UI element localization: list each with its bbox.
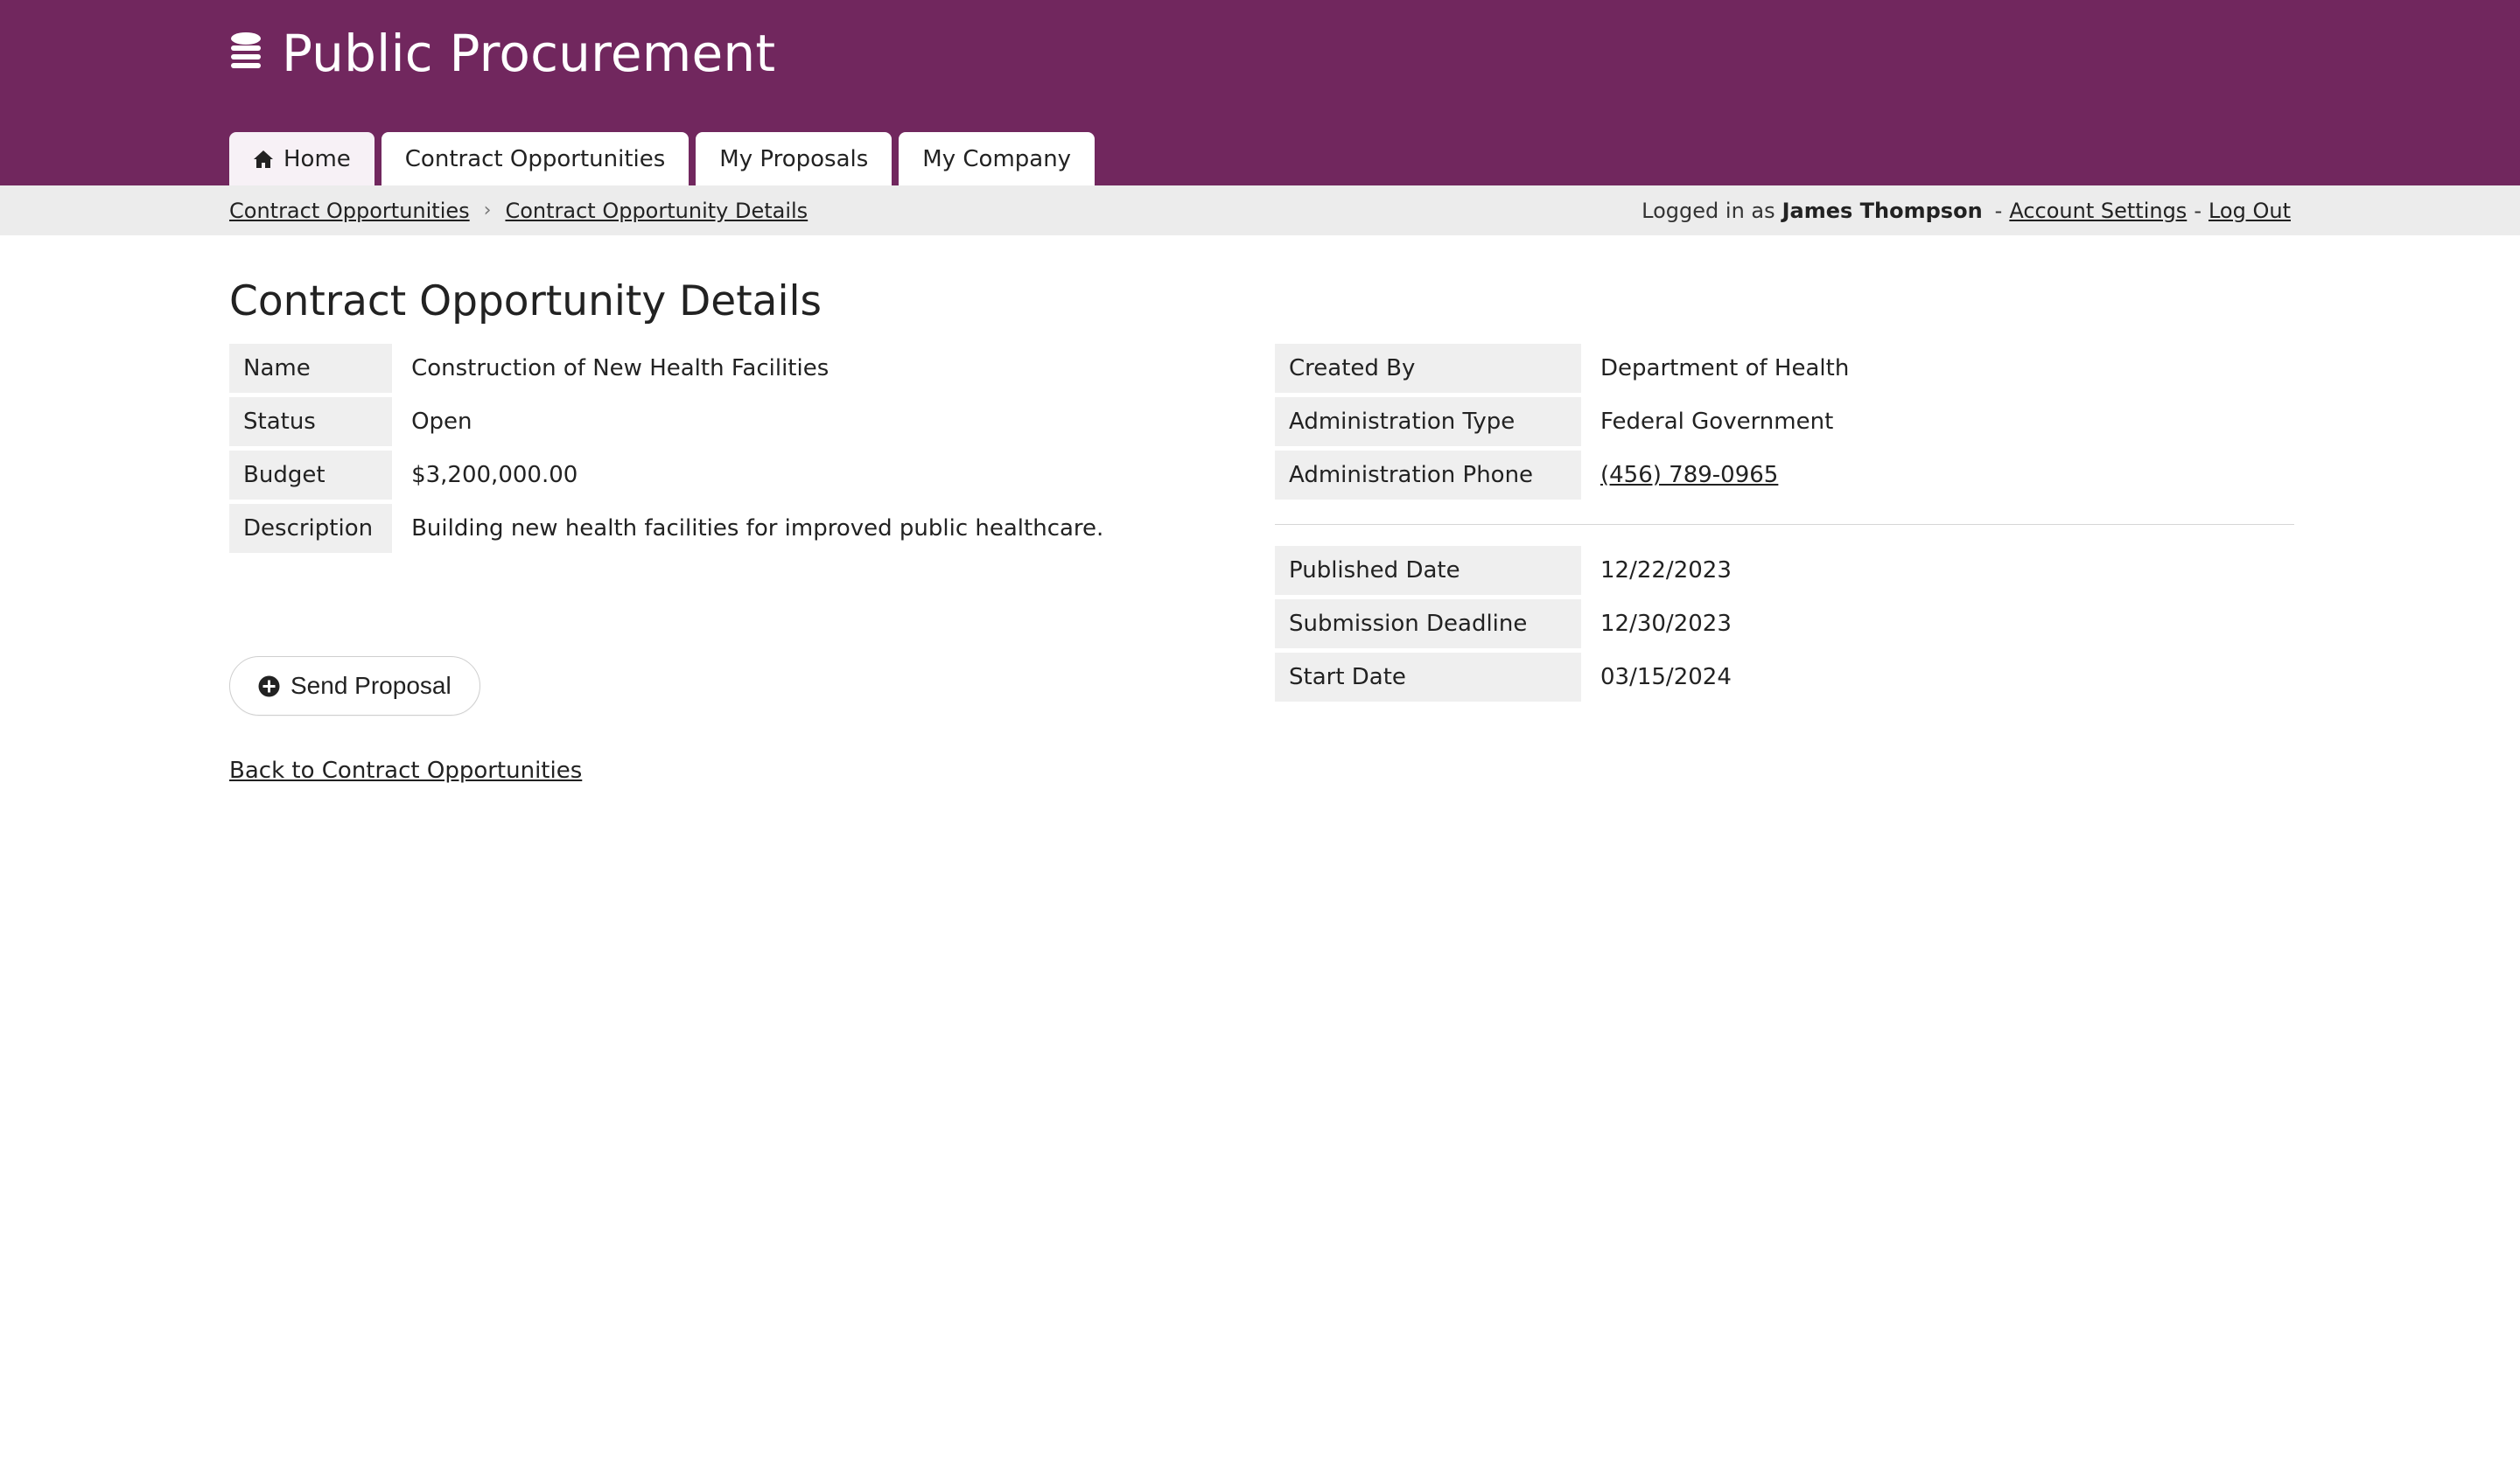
send-proposal-button[interactable] xyxy=(229,656,480,716)
page-title: Contract Opportunity Details xyxy=(229,277,822,325)
administration-phone-link[interactable]: (456) 789-0965 xyxy=(1600,462,1779,489)
account-separator-2: - xyxy=(2194,198,2202,223)
log-out-link[interactable]: Log Out xyxy=(2208,198,2291,223)
table-row xyxy=(1275,344,2294,395)
table-row xyxy=(1275,395,2294,449)
breadcrumb xyxy=(229,199,808,223)
field-label-budget: Budget xyxy=(229,449,392,502)
details-right-column xyxy=(1275,344,2294,784)
tab-contract-opportunities-label: Contract Opportunities xyxy=(404,146,666,172)
tab-my-company[interactable] xyxy=(899,132,1095,185)
field-label-administration-type: Administration Type xyxy=(1275,395,1581,449)
account-separator: - xyxy=(1994,198,2003,223)
field-label-created-by: Created By xyxy=(1275,344,1581,395)
breadcrumb-item-contract-opportunities[interactable]: Contract Opportunities xyxy=(229,198,470,223)
table-row xyxy=(1275,598,2294,651)
table-row xyxy=(229,449,1275,502)
table-row xyxy=(1275,546,2294,598)
table-row xyxy=(229,395,1275,449)
tab-home-label: Home xyxy=(284,146,351,172)
table-row xyxy=(229,344,1275,395)
main-nav xyxy=(229,132,1095,185)
database-icon xyxy=(229,31,262,78)
logged-in-prefix: Logged in as xyxy=(1642,198,1775,223)
table-row xyxy=(229,502,1275,554)
app-header xyxy=(0,0,2520,185)
back-to-contract-opportunities-link[interactable]: Back to Contract Opportunities xyxy=(229,758,583,785)
field-label-administration-phone: Administration Phone xyxy=(1275,449,1581,500)
field-value-administration-phone xyxy=(1581,449,2294,500)
field-label-published-date: Published Date xyxy=(1275,546,1581,598)
field-value-administration-type: Federal Government xyxy=(1581,395,2294,449)
app-title: Public Procurement xyxy=(282,24,776,83)
home-icon xyxy=(253,150,274,169)
field-value-created-by: Department of Health xyxy=(1600,355,1850,382)
field-label-submission-deadline: Submission Deadline xyxy=(1275,598,1581,651)
field-value-name: Construction of New Health Facilities xyxy=(411,355,830,382)
page-content xyxy=(0,277,2520,784)
details-columns xyxy=(229,344,2291,784)
right-details-table-bottom xyxy=(1275,546,2294,702)
tab-contract-opportunities[interactable] xyxy=(382,132,690,185)
table-row xyxy=(1275,449,2294,500)
breadcrumb-separator-icon: › xyxy=(483,199,492,221)
send-proposal-label: Send Proposal xyxy=(290,672,452,700)
tab-my-proposals[interactable] xyxy=(696,132,892,185)
breadcrumb-item-contract-opportunity-details[interactable]: Contract Opportunity Details xyxy=(505,198,808,223)
right-details-table-top xyxy=(1275,344,2294,500)
field-value-submission-deadline: 12/30/2023 xyxy=(1581,598,2294,651)
field-value-status: Open xyxy=(392,395,1275,449)
details-left-column xyxy=(229,344,1275,784)
plus-circle-icon xyxy=(258,675,280,697)
breadcrumb-bar xyxy=(0,185,2520,235)
tab-home[interactable] xyxy=(229,132,374,185)
logged-in-user: James Thompson xyxy=(1782,198,1983,223)
field-value-budget: $3,200,000.00 xyxy=(392,449,1275,502)
account-status xyxy=(1642,199,2291,223)
field-label-status: Status xyxy=(229,395,392,449)
brand xyxy=(229,0,2520,82)
field-label-description: Description xyxy=(229,502,392,554)
field-label-name: Name xyxy=(229,344,392,395)
tab-my-company-label: My Company xyxy=(922,146,1072,172)
section-divider xyxy=(1275,524,2294,525)
account-settings-link[interactable]: Account Settings xyxy=(2009,198,2188,223)
field-label-start-date: Start Date xyxy=(1275,651,1581,703)
field-value-start-date: 03/15/2024 xyxy=(1581,651,2294,703)
field-value-description: Building new health facilities for improved public healthcare. xyxy=(392,502,1275,554)
field-value-published-date: 12/22/2023 xyxy=(1600,557,1732,584)
left-details-table xyxy=(229,344,1275,553)
table-row xyxy=(1275,651,2294,703)
tab-my-proposals-label: My Proposals xyxy=(719,146,869,172)
